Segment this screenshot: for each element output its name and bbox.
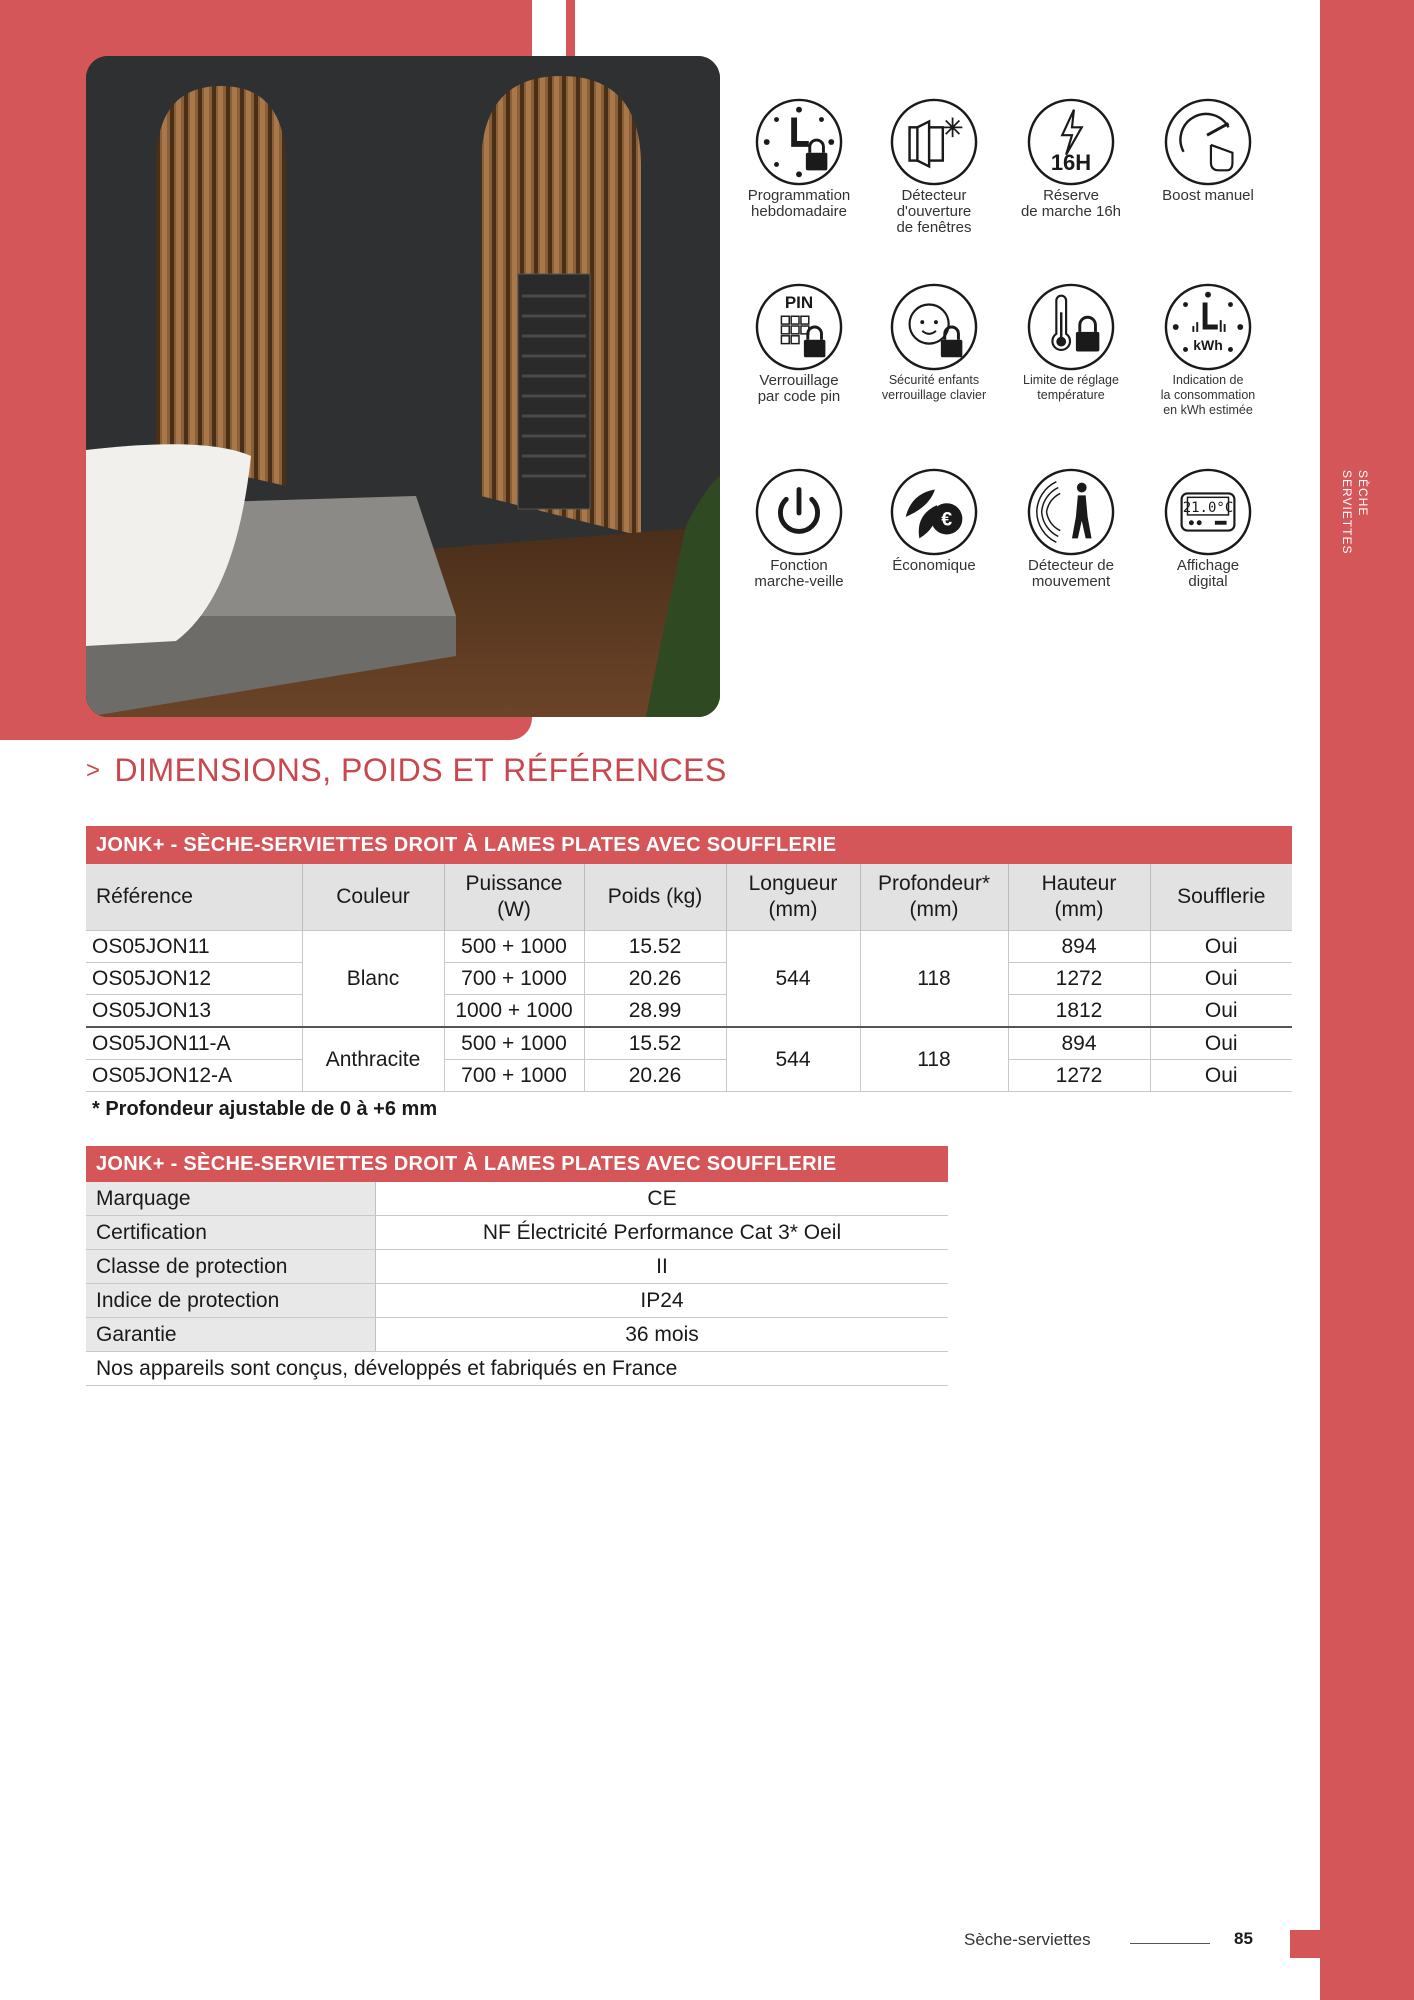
cell-power: 700 + 1000 [444,963,584,995]
header-length: Longueur (mm) [726,864,860,931]
cell-color: Anthracite [302,1027,444,1092]
cell-weight: 20.26 [584,963,726,995]
table-row [86,1060,1292,1092]
table-row [86,1318,948,1352]
spec-key: Garantie [86,1318,376,1352]
feature-label: Programmation hebdomadaire [747,187,851,220]
temperature-limit-lock-icon [1027,283,1115,371]
cell-power: 500 + 1000 [444,1027,584,1060]
feature-window-detector [865,98,1003,236]
table-row [86,995,1292,1028]
cell-reference: OS05JON11-A [86,1027,302,1060]
cell-weight: 15.52 [584,931,726,963]
header-weight: Poids (kg) [584,864,726,931]
table-row [86,1284,948,1318]
cell-blower: Oui [1150,1060,1292,1092]
feature-reserve [1002,98,1140,220]
spec-key: Indice de protection [86,1284,376,1318]
side-band [1320,0,1414,2000]
feature-boost [1139,98,1277,204]
cell-reference: OS05JON12 [86,963,302,995]
table-title: JONK+ - SÈCHE-SERVIETTES DROIT À LAMES PLATES AVEC SOUFFLERIE [86,826,1292,864]
table-row [86,963,1292,995]
red-stripe [566,0,575,60]
cell-height: 894 [1008,1027,1150,1060]
standby-power-icon [755,468,843,556]
programming-clock-lock-icon [755,98,843,186]
kwh-consumption-icon [1164,283,1252,371]
cell-color: Blanc [302,931,444,1028]
cell-height: 1272 [1008,963,1150,995]
pin-badge: PIN [784,293,814,312]
footer-tab [1290,1930,1320,1958]
feature-temperature-limit [1002,283,1140,403]
arch-panel-left [156,86,286,486]
feature-motion [1002,468,1140,590]
section-title-text: DIMENSIONS, POIDS ET RÉFÉRENCES [114,752,727,788]
cell-blower: Oui [1150,995,1292,1028]
feature-label: Verrouillage par code pin [757,372,841,405]
feature-kwh [1139,283,1277,418]
table-row [86,931,1292,963]
cell-length: 544 [726,931,860,1028]
cell-depth: 118 [860,931,1008,1028]
feature-label: Fonction marche-veille [754,557,844,590]
footer-section-label: Sèche-serviettes [964,1930,1091,1949]
feature-display [1139,468,1277,590]
spec-key: Certification [86,1216,376,1250]
spec-key: Marquage [86,1182,376,1216]
table-title: JONK+ - SÈCHE-SERVIETTES DROIT À LAMES PLATES AVEC SOUFFLERIE [86,1146,948,1182]
page-number: 85 [1234,1929,1253,1948]
cell-reference: OS05JON12-A [86,1060,302,1092]
window-open-detector-icon [890,98,978,186]
cell-power: 1000 + 1000 [444,995,584,1028]
feature-label: Réserve de marche 16h [1020,187,1122,220]
reserve-badge: 16H [1050,150,1092,175]
table-footnote: * Profondeur ajustable de 0 à +6 mm [92,1098,438,1120]
spec-value: IP24 [376,1284,949,1318]
cell-power: 700 + 1000 [444,1060,584,1092]
spec-note: Nos appareils sont conçus, développés et fabriqués en France [86,1352,948,1386]
header-reference: Référence [86,864,302,931]
feature-economy [865,468,1003,574]
feature-label: Affichage digital [1176,557,1240,590]
table-row [86,1027,1292,1060]
child-safety-lock-icon [890,283,978,371]
cell-blower: Oui [1150,1027,1292,1060]
feature-label: Économique [892,557,976,574]
dimensions-table [86,826,1292,1092]
spec-value: NF Électricité Performance Cat 3* Oeil [376,1216,949,1250]
feature-pin-lock [730,283,868,405]
feature-standby [730,468,868,590]
spec-value: II [376,1250,949,1284]
cell-weight: 28.99 [584,995,726,1028]
spec-value: CE [376,1182,949,1216]
header-color: Couleur [302,864,444,931]
cell-length: 544 [726,1027,860,1092]
spec-key: Classe de protection [86,1250,376,1284]
display-badge: 21.0°C [1182,500,1234,516]
spec-value: 36 mois [376,1318,949,1352]
cell-power: 500 + 1000 [444,931,584,963]
section-arrow: > [86,757,101,784]
cell-height: 894 [1008,931,1150,963]
table-row [86,1216,948,1250]
cell-height: 1272 [1008,1060,1150,1092]
economy-euro-leaf-icon [890,468,978,556]
table-row [86,1352,948,1386]
cell-blower: Oui [1150,931,1292,963]
cell-weight: 20.26 [584,1060,726,1092]
feature-label: Détecteur d'ouverture de fenêtres [896,187,972,236]
feature-programming [730,98,868,220]
header-power: Puissance (W) [444,864,584,931]
header-height: Hauteur (mm) [1008,864,1150,931]
cell-depth: 118 [860,1027,1008,1092]
table-row [86,1182,948,1216]
feature-label: Indication de la consommation en kWh estimée [1160,373,1256,417]
header-depth: Profondeur* (mm) [860,864,1008,931]
svg-text:€: € [941,508,953,531]
feature-label: Limite de réglage température [1023,373,1119,402]
side-tab-label: SÈCHE SERVIETTES [1340,470,1370,555]
spec-table [86,1146,948,1386]
header-blower: Soufflerie [1150,864,1292,931]
towel-radiator [518,274,590,509]
feature-label: Détecteur de mouvement [1028,557,1114,590]
kwh-badge: kWh [1193,337,1223,353]
section-title [86,752,727,789]
manual-boost-icon [1164,98,1252,186]
cell-reference: OS05JON11 [86,931,302,963]
cell-weight: 15.52 [584,1027,726,1060]
feature-label: Sécurité enfants verrouillage clavier [881,373,987,402]
footer-divider [1130,1943,1210,1944]
feature-child-safety [865,283,1003,403]
cell-reference: OS05JON13 [86,995,302,1028]
cell-blower: Oui [1150,963,1292,995]
motion-detector-icon [1027,468,1115,556]
cell-height: 1812 [1008,995,1150,1028]
table-row [86,1250,948,1284]
product-photo [86,56,720,717]
feature-label: Boost manuel [1162,187,1254,204]
